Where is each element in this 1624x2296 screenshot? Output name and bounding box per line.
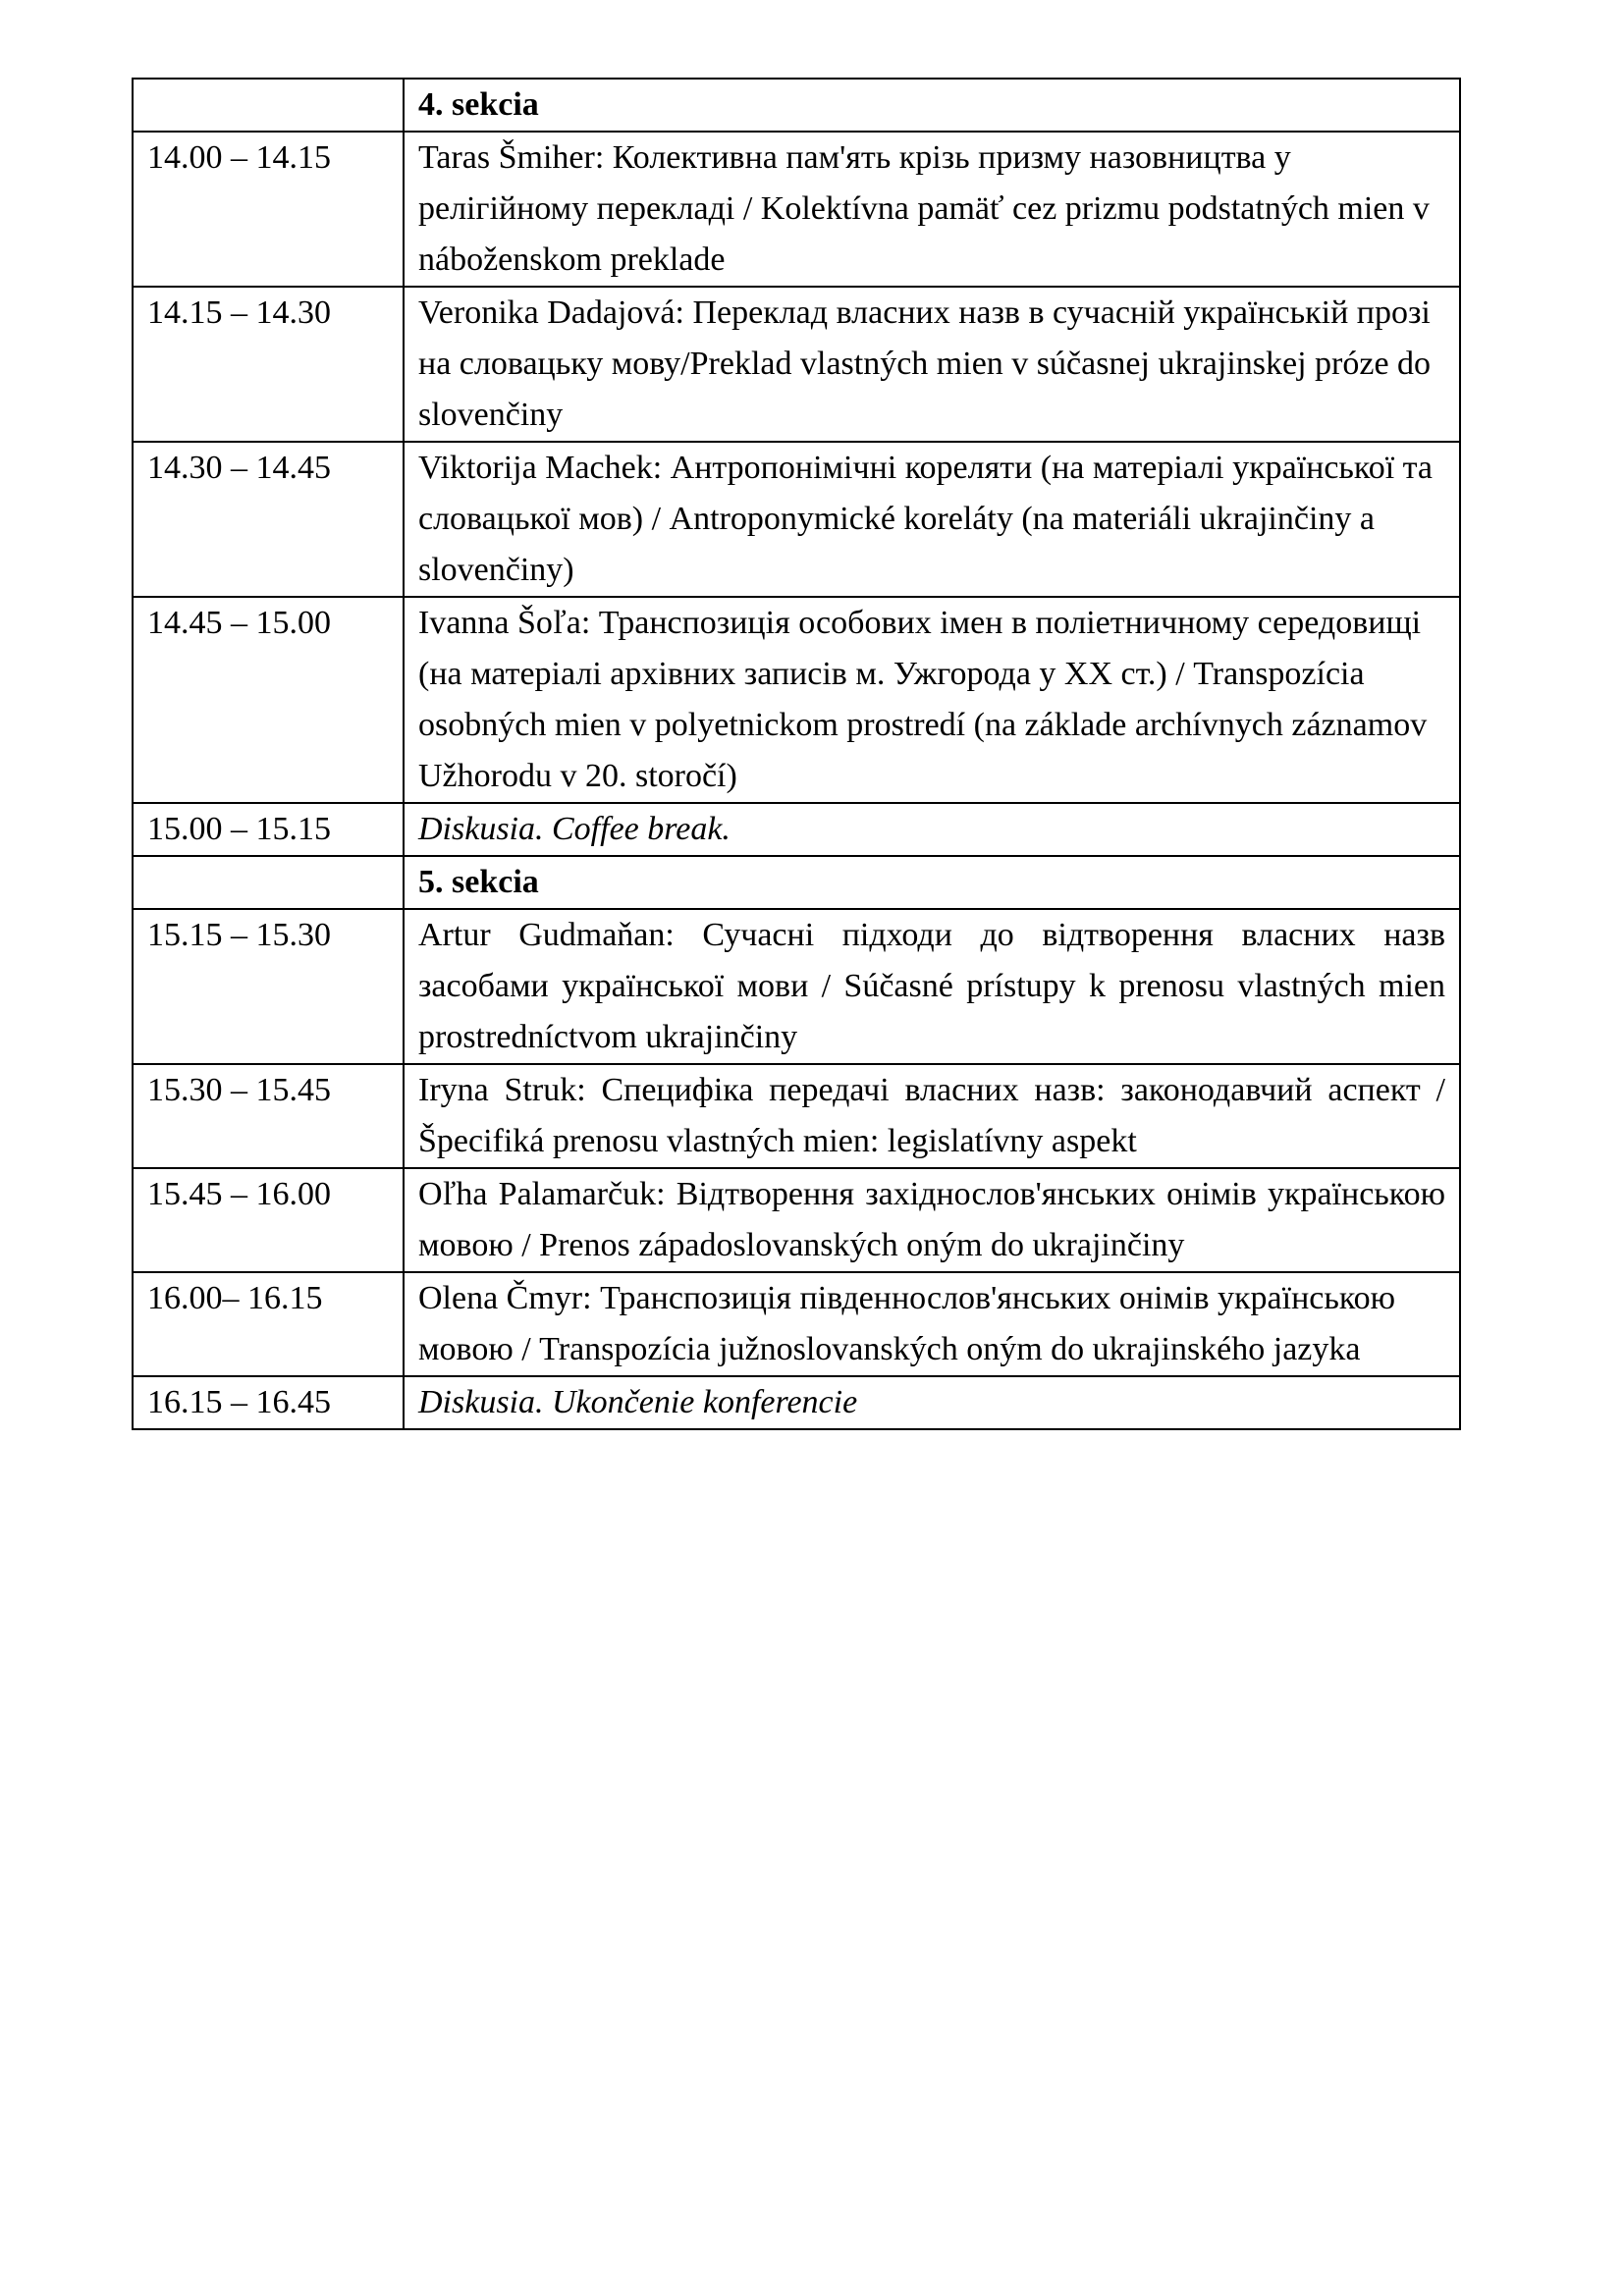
time-cell: 15.45 – 16.00 <box>133 1168 404 1272</box>
section-title: 5. sekcia <box>404 856 1460 909</box>
time-cell: 14.30 – 14.45 <box>133 442 404 597</box>
talk-row <box>133 1272 1460 1376</box>
talk-row <box>133 1168 1460 1272</box>
break-label: Diskusia. Coffee break. <box>404 803 1460 856</box>
section-header-row <box>133 79 1460 132</box>
talk-title: Oľha Palamarčuk: Відтворення західнослов'янських онімів українською мовою / Prenos západoslovanských oným do ukrajinčiny <box>404 1168 1460 1272</box>
time-cell: 15.00 – 15.15 <box>133 803 404 856</box>
talk-row <box>133 442 1460 597</box>
talk-title: Taras Šmiher: Колективна пам'ять крізь призму назовництва у релігійному перекладі / Kolektívna pamäť cez prizmu podstatných mien v náboženskom preklade <box>404 132 1460 287</box>
talk-title: Viktorija Machek: Антропонімічні кореляти (на матеріалі української та словацької мов) / Antroponymické koreláty (na materiáli ukrajinčiny a slovenčiny) <box>404 442 1460 597</box>
talk-title: Olena Čmyr: Транспозиція південнослов'янських онімів українською мовою / Transpozícia južnoslovanských oným do ukrajinského jazyka <box>404 1272 1460 1376</box>
time-cell: 14.00 – 14.15 <box>133 132 404 287</box>
talk-row <box>133 909 1460 1064</box>
time-cell: 14.45 – 15.00 <box>133 597 404 803</box>
talk-title: Veronika Dadajová: Переклад власних назв в сучасній українській прозі на словацьку мову/Preklad vlastných mien v súčasnej ukrajinskej próze do slovenčiny <box>404 287 1460 442</box>
talk-title: Ivanna Šoľa: Транспозиція особових імен в поліетничному середовищі (на матеріалі архівних записів м. Ужгорода у ХХ ст.) / Transpozícia osobných mien v polyetnickom prostredí (na základe archívnych záznamov Užhorodu v 20. storočí) <box>404 597 1460 803</box>
talk-title: Iryna Struk: Специфіка передачі власних назв: законодавчий аспект / Špecifiká prenosu vlastných mien: legislatívny aspekt <box>404 1064 1460 1168</box>
time-cell: 16.00– 16.15 <box>133 1272 404 1376</box>
closing-label: Diskusia. Ukončenie konferencie <box>404 1376 1460 1429</box>
program-schedule-table <box>132 78 1461 1430</box>
talk-row <box>133 132 1460 287</box>
time-cell <box>133 856 404 909</box>
time-cell <box>133 79 404 132</box>
talk-row <box>133 1064 1460 1168</box>
time-cell: 16.15 – 16.45 <box>133 1376 404 1429</box>
talk-title: Artur Gudmaňan: Сучасні підходи до відтворення власних назв засобами української мови / Súčasné prístupy k prenosu vlastných mien prostredníctvom ukrajinčiny <box>404 909 1460 1064</box>
time-cell: 15.30 – 15.45 <box>133 1064 404 1168</box>
section-header-row <box>133 856 1460 909</box>
talk-row <box>133 287 1460 442</box>
time-cell: 14.15 – 14.30 <box>133 287 404 442</box>
talk-row <box>133 597 1460 803</box>
break-row <box>133 803 1460 856</box>
time-cell: 15.15 – 15.30 <box>133 909 404 1064</box>
section-title: 4. sekcia <box>404 79 1460 132</box>
break-row <box>133 1376 1460 1429</box>
